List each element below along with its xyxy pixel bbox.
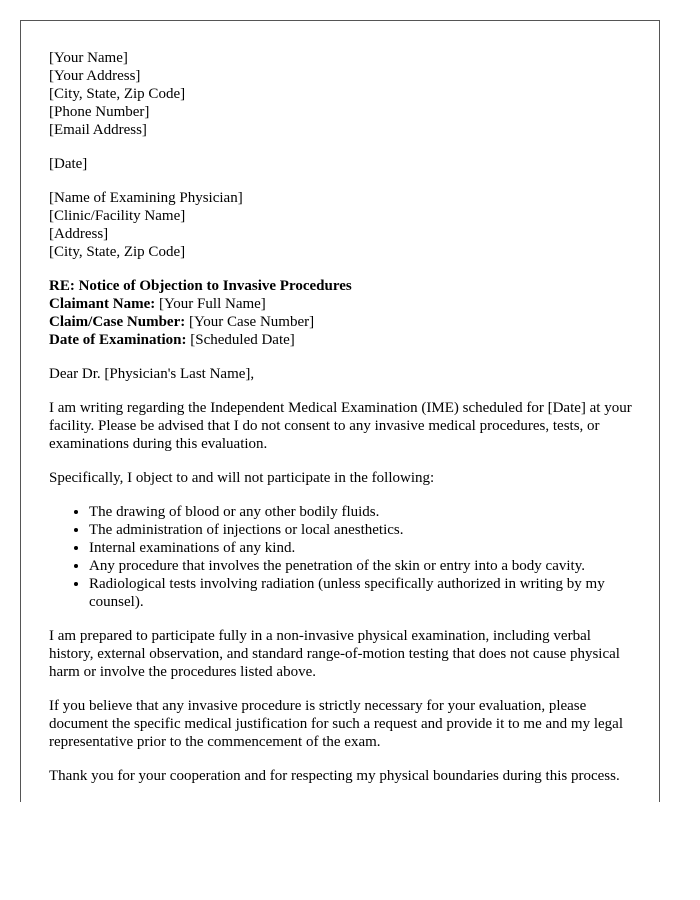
case-value: [Your Case Number] bbox=[185, 314, 315, 330]
sender-email: [Email Address] bbox=[49, 122, 147, 138]
exam-date-line bbox=[49, 331, 639, 349]
exam-date-label: Date of Examination: bbox=[49, 332, 187, 348]
sender-city-state-zip: [City, State, Zip Code] bbox=[49, 86, 186, 102]
recipient-address: [Address] bbox=[49, 226, 109, 242]
letter-page bbox=[20, 20, 660, 802]
paragraph-specifically: Specifically, I object to and will not participate in the following: bbox=[49, 470, 435, 486]
salutation: Dear Dr. [Physician's Last Name], bbox=[49, 366, 255, 382]
claimant-line bbox=[49, 295, 639, 313]
objection-list bbox=[49, 503, 639, 611]
exam-date-value: [Scheduled Date] bbox=[186, 332, 295, 348]
sender-address: [Your Address] bbox=[49, 68, 141, 84]
paragraph-necessary: If you believe that any invasive procedure is strictly necessary for your evaluation, please document the specific medical justification for such a request and provide it to me and my legal representative prior to the commencement of the exam. bbox=[49, 698, 623, 750]
date-line bbox=[49, 155, 639, 173]
recipient-name: [Name of Examining Physician] bbox=[49, 190, 243, 206]
re-line: RE: Notice of Objection to Invasive Procedures bbox=[49, 278, 352, 294]
case-label: Claim/Case Number: bbox=[49, 314, 186, 330]
sender-block bbox=[49, 49, 639, 139]
reference-block bbox=[49, 277, 639, 349]
claimant-label: Claimant Name: bbox=[49, 296, 156, 312]
letter-date: [Date] bbox=[49, 156, 88, 172]
letter-content bbox=[49, 49, 639, 801]
claimant-value: [Your Full Name] bbox=[155, 296, 266, 312]
objection-item: • The drawing of blood or any other bodily fluids. bbox=[89, 503, 639, 521]
sender-name: [Your Name] bbox=[49, 50, 128, 66]
case-line bbox=[49, 313, 639, 331]
objection-item: • Internal examinations of any kind. bbox=[89, 539, 639, 557]
recipient-facility: [Clinic/Facility Name] bbox=[49, 208, 186, 224]
objection-item: • Any procedure that involves the penetration of the skin or entry into a body cavity. bbox=[89, 557, 639, 575]
paragraph-intro: I am writing regarding the Independent Medical Examination (IME) scheduled for [Date] at your facility. Please be advised that I do not consent to any invasive medical procedures, tests, or examinations during this evaluation. bbox=[49, 400, 632, 452]
sender-phone: [Phone Number] bbox=[49, 104, 150, 120]
recipient-city-state-zip: [City, State, Zip Code] bbox=[49, 244, 186, 260]
recipient-block bbox=[49, 189, 639, 261]
objection-item: • Radiological tests involving radiation (unless specifically authorized in writing by my counsel). bbox=[89, 575, 639, 611]
paragraph-prepared: I am prepared to participate fully in a non-invasive physical examination, including verbal history, external observation, and standard range-of-motion testing that does not cause physical harm or involve the procedures listed above. bbox=[49, 628, 620, 680]
paragraph-thanks: Thank you for your cooperation and for respecting my physical boundaries during this process. bbox=[49, 768, 620, 784]
objection-item: • The administration of injections or local anesthetics. bbox=[89, 521, 639, 539]
